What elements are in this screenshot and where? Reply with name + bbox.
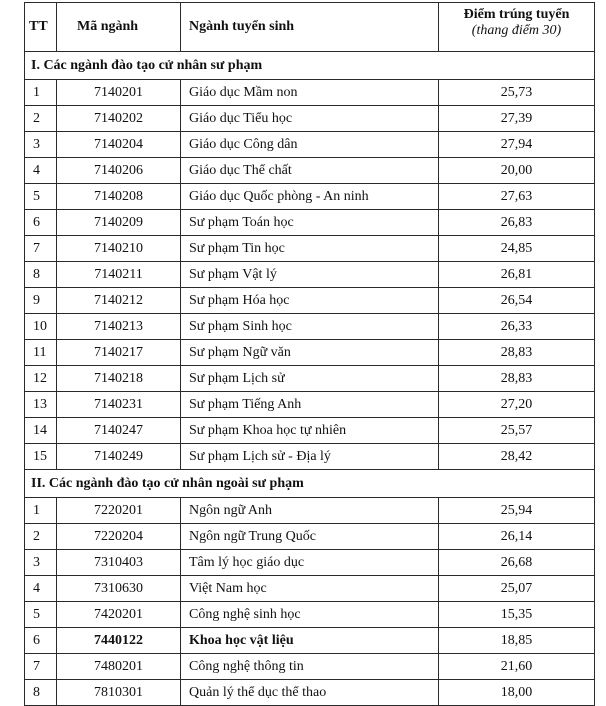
major-code: 7140231 xyxy=(57,392,181,418)
major-code: 7220201 xyxy=(57,498,181,524)
table-row xyxy=(25,418,595,444)
header-score-label: Điểm trúng tuyển xyxy=(463,7,570,22)
admission-score: 26,68 xyxy=(439,550,595,576)
row-number: 7 xyxy=(25,236,57,262)
major-name: Việt Nam học xyxy=(181,576,439,602)
row-number: 2 xyxy=(25,106,57,132)
major-code: 7140249 xyxy=(57,444,181,470)
major-name: Sư phạm Sinh học xyxy=(181,314,439,340)
table-row xyxy=(25,184,595,210)
major-code: 7310630 xyxy=(57,576,181,602)
table-row xyxy=(25,628,595,654)
table-row xyxy=(25,314,595,340)
admission-score: 26,81 xyxy=(439,262,595,288)
major-code: 7140209 xyxy=(57,210,181,236)
header-score xyxy=(439,3,595,52)
admission-score: 25,94 xyxy=(439,498,595,524)
admission-score: 20,00 xyxy=(439,158,595,184)
major-code: 7140210 xyxy=(57,236,181,262)
table-row xyxy=(25,132,595,158)
admission-score: 15,35 xyxy=(439,602,595,628)
row-number: 10 xyxy=(25,314,57,340)
row-number: 8 xyxy=(25,680,57,706)
admission-score: 25,73 xyxy=(439,80,595,106)
row-number: 11 xyxy=(25,340,57,366)
row-number: 1 xyxy=(25,498,57,524)
major-name: Sư phạm Lịch sử xyxy=(181,366,439,392)
admission-score: 24,85 xyxy=(439,236,595,262)
major-name: Khoa học vật liệu xyxy=(181,628,439,654)
major-code: 7810301 xyxy=(57,680,181,706)
major-name: Giáo dục Thể chất xyxy=(181,158,439,184)
major-name: Sư phạm Tin học xyxy=(181,236,439,262)
major-code: 7140201 xyxy=(57,80,181,106)
major-name: Giáo dục Quốc phòng - An ninh xyxy=(181,184,439,210)
row-number: 13 xyxy=(25,392,57,418)
major-name: Ngôn ngữ Anh xyxy=(181,498,439,524)
row-number: 3 xyxy=(25,550,57,576)
row-number: 6 xyxy=(25,210,57,236)
major-code: 7140206 xyxy=(57,158,181,184)
row-number: 5 xyxy=(25,602,57,628)
major-code: 7310403 xyxy=(57,550,181,576)
admission-score: 26,33 xyxy=(439,314,595,340)
major-code: 7220204 xyxy=(57,524,181,550)
major-code: 7140213 xyxy=(57,314,181,340)
major-code: 7140218 xyxy=(57,366,181,392)
admission-score: 18,85 xyxy=(439,628,595,654)
row-number: 7 xyxy=(25,654,57,680)
table-header-row xyxy=(25,3,595,52)
row-number: 9 xyxy=(25,288,57,314)
admission-score: 28,83 xyxy=(439,366,595,392)
major-name: Sư phạm Khoa học tự nhiên xyxy=(181,418,439,444)
admission-score: 27,63 xyxy=(439,184,595,210)
major-name: Sư phạm Vật lý xyxy=(181,262,439,288)
table-row xyxy=(25,444,595,470)
admission-score: 27,39 xyxy=(439,106,595,132)
row-number: 12 xyxy=(25,366,57,392)
major-name: Sư phạm Toán học xyxy=(181,210,439,236)
table-row xyxy=(25,158,595,184)
major-code: 7140247 xyxy=(57,418,181,444)
major-code: 7140212 xyxy=(57,288,181,314)
header-name: Ngành tuyển sinh xyxy=(181,3,439,52)
major-name: Tâm lý học giáo dục xyxy=(181,550,439,576)
admission-score: 27,94 xyxy=(439,132,595,158)
table-row xyxy=(25,524,595,550)
table-row xyxy=(25,288,595,314)
table-body xyxy=(25,52,595,706)
header-tt: TT xyxy=(25,3,57,52)
major-name: Sư phạm Tiếng Anh xyxy=(181,392,439,418)
row-number: 4 xyxy=(25,158,57,184)
table-row xyxy=(25,680,595,706)
table-row xyxy=(25,602,595,628)
table-row xyxy=(25,340,595,366)
row-number: 14 xyxy=(25,418,57,444)
major-name: Công nghệ thông tin xyxy=(181,654,439,680)
table-row xyxy=(25,236,595,262)
major-code: 7140202 xyxy=(57,106,181,132)
admission-score: 28,42 xyxy=(439,444,595,470)
admission-score: 25,57 xyxy=(439,418,595,444)
admission-score: 27,20 xyxy=(439,392,595,418)
table-row xyxy=(25,80,595,106)
major-name: Giáo dục Mầm non xyxy=(181,80,439,106)
major-name: Ngôn ngữ Trung Quốc xyxy=(181,524,439,550)
table-row xyxy=(25,106,595,132)
admission-score: 26,83 xyxy=(439,210,595,236)
header-code: Mã ngành xyxy=(57,3,181,52)
table-row xyxy=(25,262,595,288)
major-code: 7440122 xyxy=(57,628,181,654)
admission-score: 25,07 xyxy=(439,576,595,602)
admission-score: 18,00 xyxy=(439,680,595,706)
header-score-note: (thang điểm 30) xyxy=(471,23,562,38)
row-number: 15 xyxy=(25,444,57,470)
table-row xyxy=(25,366,595,392)
table-row xyxy=(25,576,595,602)
major-name: Quản lý thể dục thể thao xyxy=(181,680,439,706)
major-code: 7140211 xyxy=(57,262,181,288)
table-row xyxy=(25,654,595,680)
row-number: 6 xyxy=(25,628,57,654)
major-code: 7140204 xyxy=(57,132,181,158)
row-number: 2 xyxy=(25,524,57,550)
major-code: 7480201 xyxy=(57,654,181,680)
row-number: 8 xyxy=(25,262,57,288)
admission-scores-table xyxy=(24,2,595,706)
major-code: 7140217 xyxy=(57,340,181,366)
table-row xyxy=(25,550,595,576)
table-row xyxy=(25,498,595,524)
row-number: 4 xyxy=(25,576,57,602)
section-title: II. Các ngành đào tạo cử nhân ngoài sư phạm xyxy=(25,470,595,498)
section-row xyxy=(25,470,595,498)
table-row xyxy=(25,210,595,236)
major-code: 7140208 xyxy=(57,184,181,210)
admission-score: 21,60 xyxy=(439,654,595,680)
section-row xyxy=(25,52,595,80)
section-title: I. Các ngành đào tạo cử nhân sư phạm xyxy=(25,52,595,80)
table-row xyxy=(25,392,595,418)
admission-score: 28,83 xyxy=(439,340,595,366)
row-number: 1 xyxy=(25,80,57,106)
row-number: 3 xyxy=(25,132,57,158)
major-name: Sư phạm Lịch sử - Địa lý xyxy=(181,444,439,470)
admission-score: 26,14 xyxy=(439,524,595,550)
major-code: 7420201 xyxy=(57,602,181,628)
major-name: Giáo dục Công dân xyxy=(181,132,439,158)
major-name: Sư phạm Hóa học xyxy=(181,288,439,314)
row-number: 5 xyxy=(25,184,57,210)
major-name: Sư phạm Ngữ văn xyxy=(181,340,439,366)
major-name: Công nghệ sinh học xyxy=(181,602,439,628)
admission-score: 26,54 xyxy=(439,288,595,314)
major-name: Giáo dục Tiểu học xyxy=(181,106,439,132)
